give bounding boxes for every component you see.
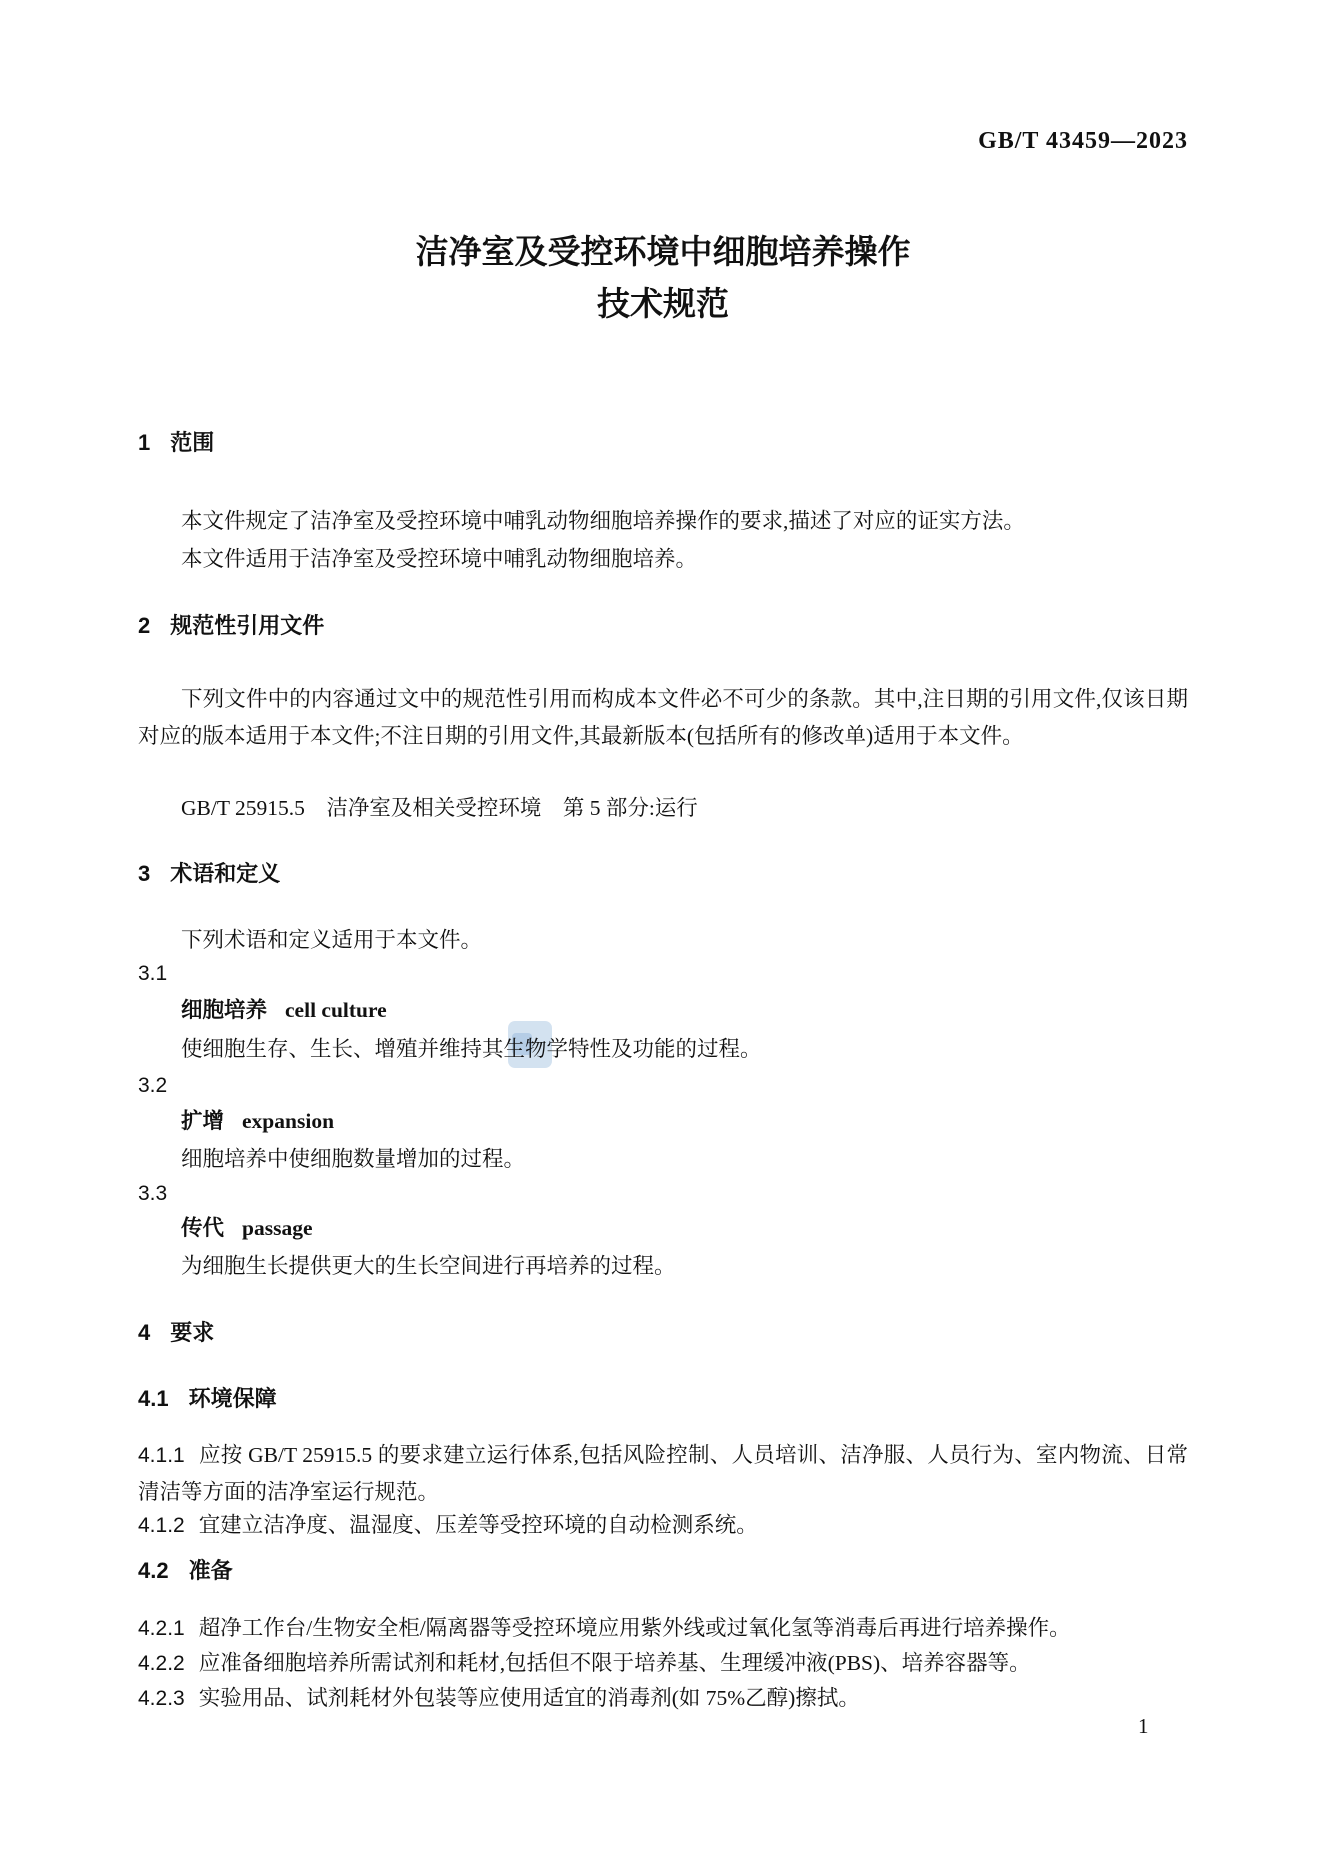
clause-4-1-2-number: 4.1.2 bbox=[138, 1514, 185, 1537]
clause-4-2-3 bbox=[138, 1680, 1188, 1717]
term-1-en: cell culture bbox=[285, 998, 387, 1022]
term-3-name bbox=[138, 1216, 1231, 1241]
term-3-definition: 为细胞生长提供更大的生长空间进行再培养的过程。 bbox=[181, 1254, 676, 1278]
paragraph: 本文件规定了洁净室及受控环境中哺乳动物细胞培养操作的要求,描述了对应的证实方法。 bbox=[181, 509, 1025, 533]
clause-4-2-2-number: 4.2.2 bbox=[138, 1652, 185, 1675]
paragraph: 本文件适用于洁净室及受控环境中哺乳动物细胞培养。 bbox=[181, 547, 698, 571]
term-1-zh: 细胞培养 bbox=[181, 998, 268, 1022]
clause-4-2-1-number: 4.2.1 bbox=[138, 1617, 185, 1640]
section-4-1-number: 4.1 bbox=[138, 1386, 169, 1411]
section-1-number: 1 bbox=[138, 430, 151, 455]
term-1-name bbox=[138, 998, 1231, 1023]
term-3-number: 3.3 bbox=[138, 1182, 168, 1205]
document-title bbox=[138, 226, 1188, 330]
section-4-2-heading bbox=[138, 1558, 1188, 1583]
section-2-title: 规范性引用文件 bbox=[170, 613, 325, 638]
term-1-number: 3.1 bbox=[138, 962, 168, 985]
clause-4-1-2-text: 宜建立洁净度、温湿度、压差等受控环境的自动检测系统。 bbox=[198, 1513, 758, 1537]
section-3-heading bbox=[138, 861, 1188, 886]
clause-4-1-1 bbox=[138, 1437, 1188, 1511]
section-3-number: 3 bbox=[138, 861, 151, 886]
clause-4-1-1-number: 4.1.1 bbox=[138, 1444, 185, 1467]
terms-intro: 下列术语和定义适用于本文件。 bbox=[181, 928, 483, 952]
term-3-en: passage bbox=[242, 1216, 313, 1240]
term-3-zh: 传代 bbox=[181, 1216, 225, 1240]
term-2-zh: 扩增 bbox=[181, 1109, 225, 1133]
term-1-definition: 使细胞生存、生长、增殖并维持其生物学特性及功能的过程。 bbox=[181, 1037, 762, 1061]
page-number: 1 bbox=[1138, 1714, 1149, 1738]
clause-4-2-3-text: 实验用品、试剂耗材外包装等应使用适宜的消毒剂(如 75%乙醇)擦拭。 bbox=[198, 1686, 860, 1710]
document-title-line2: 技术规范 bbox=[597, 285, 729, 322]
section-4-1-title: 环境保障 bbox=[188, 1386, 277, 1411]
term-2-en: expansion bbox=[242, 1109, 335, 1133]
document-title-line1: 洁净室及受控环境中细胞培养操作 bbox=[415, 233, 911, 270]
section-1-body bbox=[138, 502, 1188, 578]
section-2-heading bbox=[138, 613, 1188, 638]
section-4-heading bbox=[138, 1320, 1188, 1345]
section-4-title: 要求 bbox=[170, 1320, 215, 1345]
section-2-paragraph: 下列文件中的内容通过文中的规范性引用而构成本文件必不可少的条款。其中,注日期的引用文件,仅该日期对应的版本适用于本文件;不注日期的引用文件,其最新版本(包括所有的修改单)适用于本文件。 bbox=[138, 687, 1188, 748]
term-2-definition: 细胞培养中使细胞数量增加的过程。 bbox=[181, 1147, 526, 1171]
clause-4-2-2 bbox=[138, 1645, 1188, 1682]
section-3-title: 术语和定义 bbox=[170, 861, 281, 886]
clause-4-1-2 bbox=[138, 1507, 1188, 1544]
clause-4-2-3-number: 4.2.3 bbox=[138, 1687, 185, 1710]
clause-4-2-1 bbox=[138, 1610, 1188, 1647]
section-4-2-number: 4.2 bbox=[138, 1558, 169, 1583]
section-4-1-heading bbox=[138, 1386, 1188, 1411]
section-1-title: 范围 bbox=[170, 430, 215, 455]
term-2-number: 3.2 bbox=[138, 1074, 168, 1097]
section-4-2-title: 准备 bbox=[188, 1558, 233, 1583]
term-2-name bbox=[138, 1109, 1231, 1134]
clause-4-2-1-text: 超净工作台/生物安全柜/隔离器等受控环境应用紫外线或过氧化氢等消毒后再进行培养操作。 bbox=[198, 1616, 1071, 1640]
section-4-number: 4 bbox=[138, 1320, 151, 1345]
normative-reference: GB/T 25915.5 洁净室及相关受控环境 第 5 部分:运行 bbox=[181, 796, 698, 820]
clause-4-2-2-text: 应准备细胞培养所需试剂和耗材,包括但不限于培养基、生理缓冲液(PBS)、培养容器等。 bbox=[198, 1651, 1031, 1675]
section-2-number: 2 bbox=[138, 613, 151, 638]
standard-number: GB/T 43459—2023 bbox=[978, 128, 1188, 154]
clause-4-1-1-text: 应按 GB/T 25915.5 的要求建立运行体系,包括风险控制、人员培训、洁净服、人员行为、室内物流、日常清洁等方面的洁净室运行规范。 bbox=[138, 1443, 1188, 1504]
section-1-heading bbox=[138, 430, 1188, 455]
